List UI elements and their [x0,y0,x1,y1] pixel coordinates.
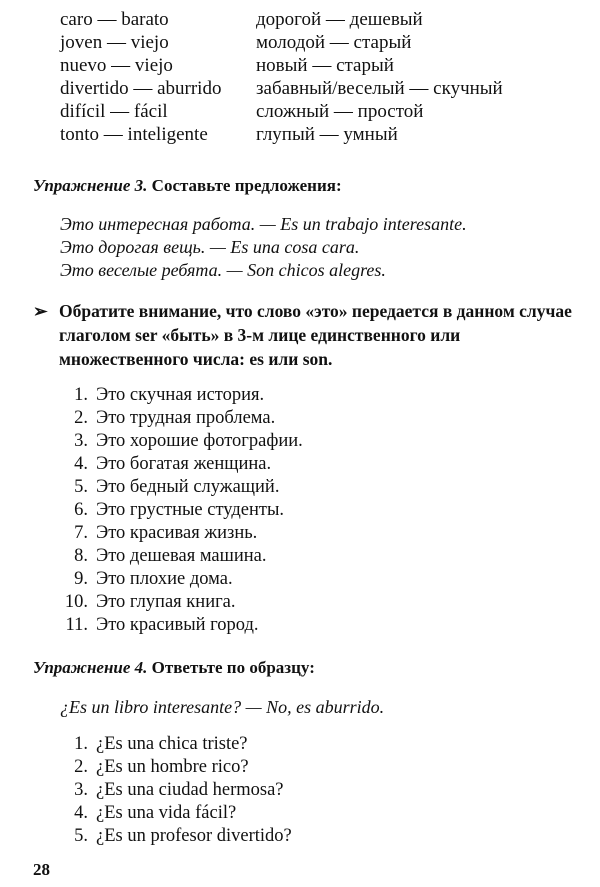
grammar-note-text: Обратите внимание, что слово «это» передается в данном случае глаголом ser «быть» в 3-м лице единственного или множественного числа: es или son. [59,301,572,369]
list-item [60,430,303,453]
grammar-note [33,299,593,371]
item-number: 6. [74,500,88,520]
list-item [60,384,265,407]
item-text: ¿Es una chica triste? [96,734,248,754]
item-text: Это богатая женщина. [96,454,272,474]
item-text: ¿Es un profesor divertido? [96,826,292,846]
example-sentence: Это дорогая вещь. — Es una cosa cara. [60,237,360,257]
exercise-4-list [60,733,292,848]
item-text: Это хорошие фотографии. [96,431,303,451]
item-text: Это бедный служащий. [96,477,280,497]
item-number: 2. [74,757,88,777]
vocabulary-russian: молодой — старый [256,32,412,53]
exercise-3-label: Упражнение 3. [33,176,148,195]
item-text: ¿Es un hombre rico? [96,757,249,777]
list-item [60,825,292,848]
list-item [60,779,284,802]
item-text: Это плохие дома. [96,569,233,589]
vocabulary-spanish: tonto — inteligente [60,124,208,145]
vocabulary-spanish: joven — viejo [60,32,169,53]
vocabulary-spanish: nuevo — viejo [60,55,173,76]
list-item [60,614,259,637]
vocabulary-spanish: caro — barato [60,9,169,30]
item-number: 7. [74,523,88,543]
list-item [60,802,237,825]
item-number: 4. [74,803,88,823]
exercise-3-list [60,384,303,637]
item-text: Это грустные студенты. [96,500,285,520]
exercise-4-label: Упражнение 4. [33,658,148,677]
exercise-3-heading [33,176,342,196]
list-item [60,568,233,591]
exercise-4-instruction: Ответьте по образцу: [151,658,315,677]
list-item [60,499,285,522]
exercise-4-heading [33,658,315,678]
item-text: Это глупая книга. [96,592,236,612]
item-text: Это скучная история. [96,385,265,405]
item-number: 1. [74,385,88,405]
list-item [60,733,248,756]
list-item [60,476,280,499]
list-item [60,522,258,545]
item-number: 5. [74,826,88,846]
example-sentence: Это интересная работа. — Es un trabajo interesante. [60,214,467,234]
item-number: 9. [74,569,88,589]
item-number: 4. [74,454,88,474]
exercise-3-instruction: Составьте предложения: [151,176,342,195]
item-number: 11. [65,615,88,635]
item-number: 8. [74,546,88,566]
vocabulary-spanish: difícil — fácil [60,101,168,122]
item-number: 5. [74,477,88,497]
vocabulary-russian: сложный — простой [256,101,424,122]
vocabulary-spanish: divertido — aburrido [60,78,222,99]
vocabulary-russian: новый — старый [256,55,394,76]
item-number: 1. [74,734,88,754]
arrow-icon: ➢ [33,301,48,321]
list-item [60,545,267,568]
item-number: 3. [74,431,88,451]
list-item [60,756,249,779]
item-text: Это красивая жизнь. [96,523,258,543]
item-text: Это трудная проблема. [96,408,276,428]
list-item [60,407,276,430]
vocabulary-russian: дорогой — дешевый [256,9,423,30]
vocabulary-russian: забавный/веселый — скучный [256,78,503,99]
item-text: ¿Es una ciudad hermosa? [96,780,284,800]
page-number: 28 [33,860,50,879]
list-item [60,453,272,476]
item-text: ¿Es una vida fácil? [96,803,237,823]
item-number: 3. [74,780,88,800]
exercise-4-example [60,696,384,719]
vocabulary-russian: глупый — умный [256,124,398,145]
example-sentence: Это веселые ребята. — Son chicos alegres. [60,260,386,280]
item-text: Это дешевая машина. [96,546,267,566]
item-text: Это красивый город. [96,615,259,635]
exercise-3-examples [60,213,467,282]
item-number: 2. [74,408,88,428]
list-item [60,591,236,614]
example-sentence: ¿Es un libro interesante? — No, es aburrido. [60,697,385,717]
item-number: 10. [64,592,88,612]
